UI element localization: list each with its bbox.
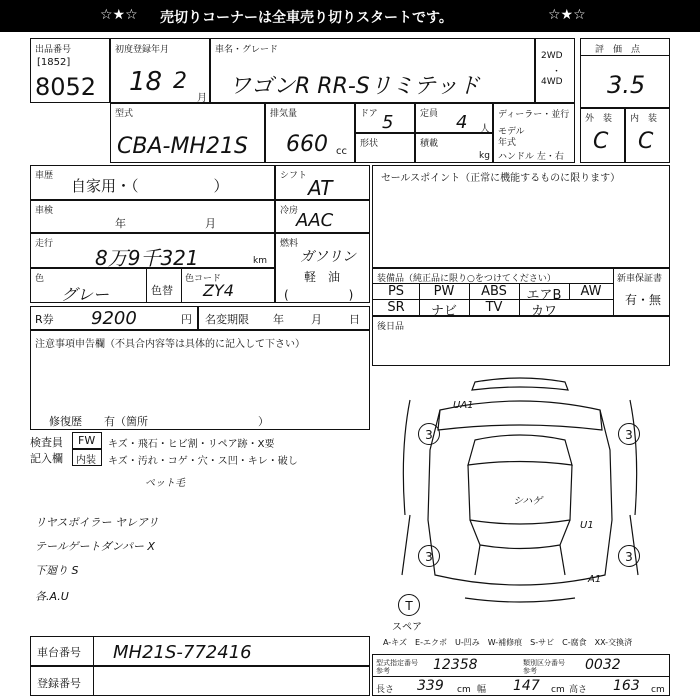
windshield-shape bbox=[468, 435, 572, 465]
left-side-shape bbox=[403, 400, 410, 515]
equip-ps: PS bbox=[387, 284, 405, 299]
equip-navi: ナビ bbox=[430, 304, 457, 319]
equip-tv: TV bbox=[485, 300, 503, 315]
recycle-unit: 円 bbox=[181, 313, 192, 326]
notes-repair: 修復歴 有（箇所 ） bbox=[49, 415, 269, 428]
width-value: 147 bbox=[513, 678, 540, 694]
notes-label: 注意事項申告欄（不具合内容等は具体的に記入して下さい） bbox=[35, 339, 305, 350]
model-box bbox=[110, 103, 265, 163]
shift-value: AT bbox=[308, 176, 333, 200]
equip-airbag: エアB bbox=[526, 288, 562, 303]
interior-box bbox=[625, 108, 670, 163]
fuel-label: 燃料 bbox=[280, 239, 299, 249]
exterior-box bbox=[580, 108, 625, 163]
fuel-paren: ( ) bbox=[284, 288, 354, 302]
color-change-label: 色替 bbox=[151, 284, 173, 297]
equip-sr: SR bbox=[387, 300, 405, 315]
inspect-month: 月 bbox=[205, 217, 216, 230]
drive-2wd: 2WD bbox=[541, 51, 563, 61]
ac-label: 冷房 bbox=[280, 206, 299, 216]
cap-label: 定員 bbox=[420, 109, 439, 119]
displacement-box bbox=[265, 103, 355, 163]
header-text: 売切りコーナーは全車売り切りスタートです。 bbox=[160, 10, 453, 26]
length-unit: cm bbox=[457, 685, 471, 695]
length-value: 339 bbox=[417, 678, 444, 694]
history-value: 自家用・（ ） bbox=[71, 177, 229, 195]
remark-damper: テールゲートダンパー X bbox=[35, 540, 155, 553]
score-value: 3.5 bbox=[607, 71, 646, 99]
damage-u1: U1 bbox=[580, 520, 594, 531]
lot-sub: [1852] bbox=[37, 57, 71, 68]
damage-a1: A1 bbox=[588, 574, 602, 585]
recycle-value: 9200 bbox=[91, 308, 137, 329]
inspect-year: 年 bbox=[115, 217, 126, 230]
name-box bbox=[210, 38, 535, 103]
reg-year: 18 bbox=[129, 67, 163, 97]
equip-new-value: 有・無 bbox=[625, 293, 662, 307]
name-label: 車名・グレード bbox=[215, 45, 279, 55]
color-code-value: ZY4 bbox=[203, 281, 234, 300]
drive-4wd: 4WD bbox=[541, 77, 563, 87]
checker-label-1: 検査員 bbox=[30, 436, 63, 449]
remark-misc: 各.A.U bbox=[35, 590, 69, 603]
checker-row-1: キズ・飛石・ヒビ割・リペア跡・X要 bbox=[108, 439, 275, 450]
disp-label: 排気量 bbox=[270, 109, 298, 119]
ac-value: AAC bbox=[296, 210, 334, 231]
spec-box bbox=[372, 654, 670, 696]
equipment-box bbox=[372, 268, 670, 319]
cap-unit: 人 bbox=[480, 124, 490, 135]
load-unit: kg bbox=[479, 151, 490, 161]
chassis-value: MH21S-772416 bbox=[113, 642, 252, 663]
title-change-year: 年 bbox=[273, 313, 284, 326]
mileage-label: 走行 bbox=[35, 239, 54, 249]
fuel-box bbox=[275, 233, 370, 303]
height-unit: cm bbox=[651, 685, 665, 695]
damage-legend: A-キズ E-エクボ U-凹み W-補修痕 S-サビ C-腐食 XX-交換済 bbox=[383, 638, 633, 647]
lot-box bbox=[30, 38, 110, 103]
checker-label-2: 記入欄 bbox=[30, 452, 63, 465]
doors-label: ドア bbox=[360, 109, 378, 119]
height-label: 高さ bbox=[569, 685, 588, 695]
capacity-box bbox=[415, 103, 493, 133]
inspect-box bbox=[30, 200, 275, 233]
disp-unit: cc bbox=[336, 146, 347, 157]
doors-value: 5 bbox=[382, 112, 394, 133]
reg-month-unit: 月 bbox=[197, 93, 207, 104]
dealer-box bbox=[493, 103, 575, 163]
drive-dot: ・ bbox=[552, 67, 562, 77]
drive-box bbox=[535, 38, 575, 103]
tire-rear-right: 3 bbox=[618, 545, 640, 567]
header-stars-right: ☆★☆ bbox=[548, 7, 586, 23]
class-label: 類別区分番号 bbox=[523, 659, 565, 667]
sales-label: セールスポイント（正常に機能するものに限ります） bbox=[381, 173, 621, 184]
width-unit: cm bbox=[551, 685, 565, 695]
remark-pet-hair: ペット毛 bbox=[145, 478, 185, 489]
equip-aw: AW bbox=[580, 284, 602, 299]
equip-new-label: 新車保証書 bbox=[617, 274, 663, 284]
checker-section bbox=[30, 432, 370, 470]
plate-box bbox=[30, 666, 370, 696]
checker-row-2: キズ・汚れ・コゲ・穴・ス凹・キレ・破し bbox=[108, 456, 298, 467]
history-box bbox=[30, 165, 275, 200]
score-box bbox=[580, 38, 670, 108]
notes-box bbox=[30, 330, 370, 430]
damage-roof: シハゲ bbox=[513, 496, 543, 507]
color-value: グレー bbox=[61, 285, 110, 304]
spare-label: スペア bbox=[392, 622, 422, 633]
ext-label: 外 装 bbox=[585, 114, 613, 124]
width-label: 幅 bbox=[477, 685, 487, 695]
remark-underbody: 下廻り S bbox=[35, 564, 79, 577]
recycle-label: R券 bbox=[35, 313, 54, 326]
load-label: 積載 bbox=[420, 139, 439, 149]
rear-pillar-shape bbox=[475, 545, 565, 575]
disp-value: 660 bbox=[286, 132, 328, 157]
equip-abs: ABS bbox=[481, 284, 507, 299]
equip-label: 装備品（純正品に限り○をつけてください） bbox=[377, 274, 556, 284]
cap-value: 4 bbox=[456, 112, 468, 133]
ext-value: C bbox=[593, 129, 609, 154]
tire-spare: T bbox=[398, 594, 420, 616]
front-bumper-shape bbox=[472, 378, 568, 390]
lot-label: 出品番号 bbox=[35, 45, 72, 55]
model-value: CBA-MH21S bbox=[117, 134, 248, 159]
shift-box bbox=[275, 165, 370, 200]
dealer-year: 年式 bbox=[498, 138, 517, 148]
height-value: 163 bbox=[613, 678, 640, 694]
mileage-unit: km bbox=[253, 256, 267, 266]
checker-fw: FW bbox=[78, 434, 96, 447]
fuel-gasoline: ガソリン bbox=[300, 249, 356, 265]
form-value: 12358 bbox=[433, 657, 478, 673]
header-stars-left: ☆★☆ bbox=[100, 7, 138, 23]
dealer-label: ディーラー・並行 bbox=[498, 110, 570, 120]
damage-ua1: UA1 bbox=[453, 400, 474, 411]
int-value: C bbox=[638, 129, 654, 154]
recycle-box bbox=[30, 306, 198, 330]
color-box bbox=[30, 268, 275, 303]
title-change-label: 名変期限 bbox=[205, 313, 249, 326]
color-code-label: 色コード bbox=[185, 274, 222, 284]
chassis-box bbox=[30, 636, 370, 666]
shift-label: シフト bbox=[280, 171, 308, 181]
equip-pw: PW bbox=[433, 284, 455, 299]
rear-bumper-shape bbox=[465, 598, 575, 602]
int-label: 内 装 bbox=[630, 114, 658, 124]
fuel-diesel: 軽 油 bbox=[304, 270, 341, 284]
sales-point-box bbox=[372, 165, 670, 268]
form-label: 型式指定番号 bbox=[376, 659, 418, 667]
doors-box bbox=[355, 103, 415, 133]
ac-box bbox=[275, 200, 370, 233]
checker-naiso: 内装 bbox=[76, 455, 96, 466]
form-ref: 参考 bbox=[376, 667, 390, 675]
length-label: 長さ bbox=[376, 685, 395, 695]
lot-number: 8052 bbox=[35, 73, 97, 101]
class-value: 0032 bbox=[585, 657, 621, 673]
color-label: 色 bbox=[35, 274, 45, 284]
class-ref: 参考 bbox=[523, 667, 537, 675]
chassis-label: 車台番号 bbox=[37, 646, 81, 659]
dealer-model: モデル bbox=[498, 127, 525, 137]
title-change-box bbox=[198, 306, 370, 330]
title-change-day: 日 bbox=[349, 313, 360, 326]
shape-label: 形状 bbox=[360, 139, 379, 149]
tire-front-left: 3 bbox=[418, 423, 440, 445]
plate-label: 登録番号 bbox=[37, 677, 81, 690]
reg-box bbox=[110, 38, 210, 103]
score-label: 評 価 点 bbox=[595, 45, 641, 55]
tire-front-right: 3 bbox=[618, 423, 640, 445]
load-box bbox=[415, 133, 493, 163]
reg-label: 初度登録年月 bbox=[115, 45, 170, 55]
history-label: 車歴 bbox=[35, 171, 54, 181]
dealer-handle: ハンドル 左・右 bbox=[498, 152, 564, 162]
equip-leather: カワ bbox=[530, 304, 557, 319]
title-change-month: 月 bbox=[311, 313, 322, 326]
shape-box bbox=[355, 133, 415, 163]
mileage-box bbox=[30, 233, 275, 268]
tire-rear-left: 3 bbox=[418, 545, 440, 567]
right-side-shape bbox=[630, 400, 637, 515]
reg-month: 2 bbox=[173, 69, 187, 94]
car-damage-diagram bbox=[380, 370, 670, 610]
header-banner bbox=[0, 0, 700, 32]
mileage-value: 8万9千321 bbox=[95, 246, 199, 270]
model-label: 型式 bbox=[115, 109, 134, 119]
name-value: ワゴンR RR-Sリミテッド bbox=[229, 74, 480, 99]
attachments-box bbox=[372, 316, 670, 366]
inspect-label: 車検 bbox=[35, 206, 54, 216]
attach-label: 後日品 bbox=[377, 322, 405, 332]
remark-spoiler: リヤスポイラー ヤレアリ bbox=[35, 516, 159, 529]
